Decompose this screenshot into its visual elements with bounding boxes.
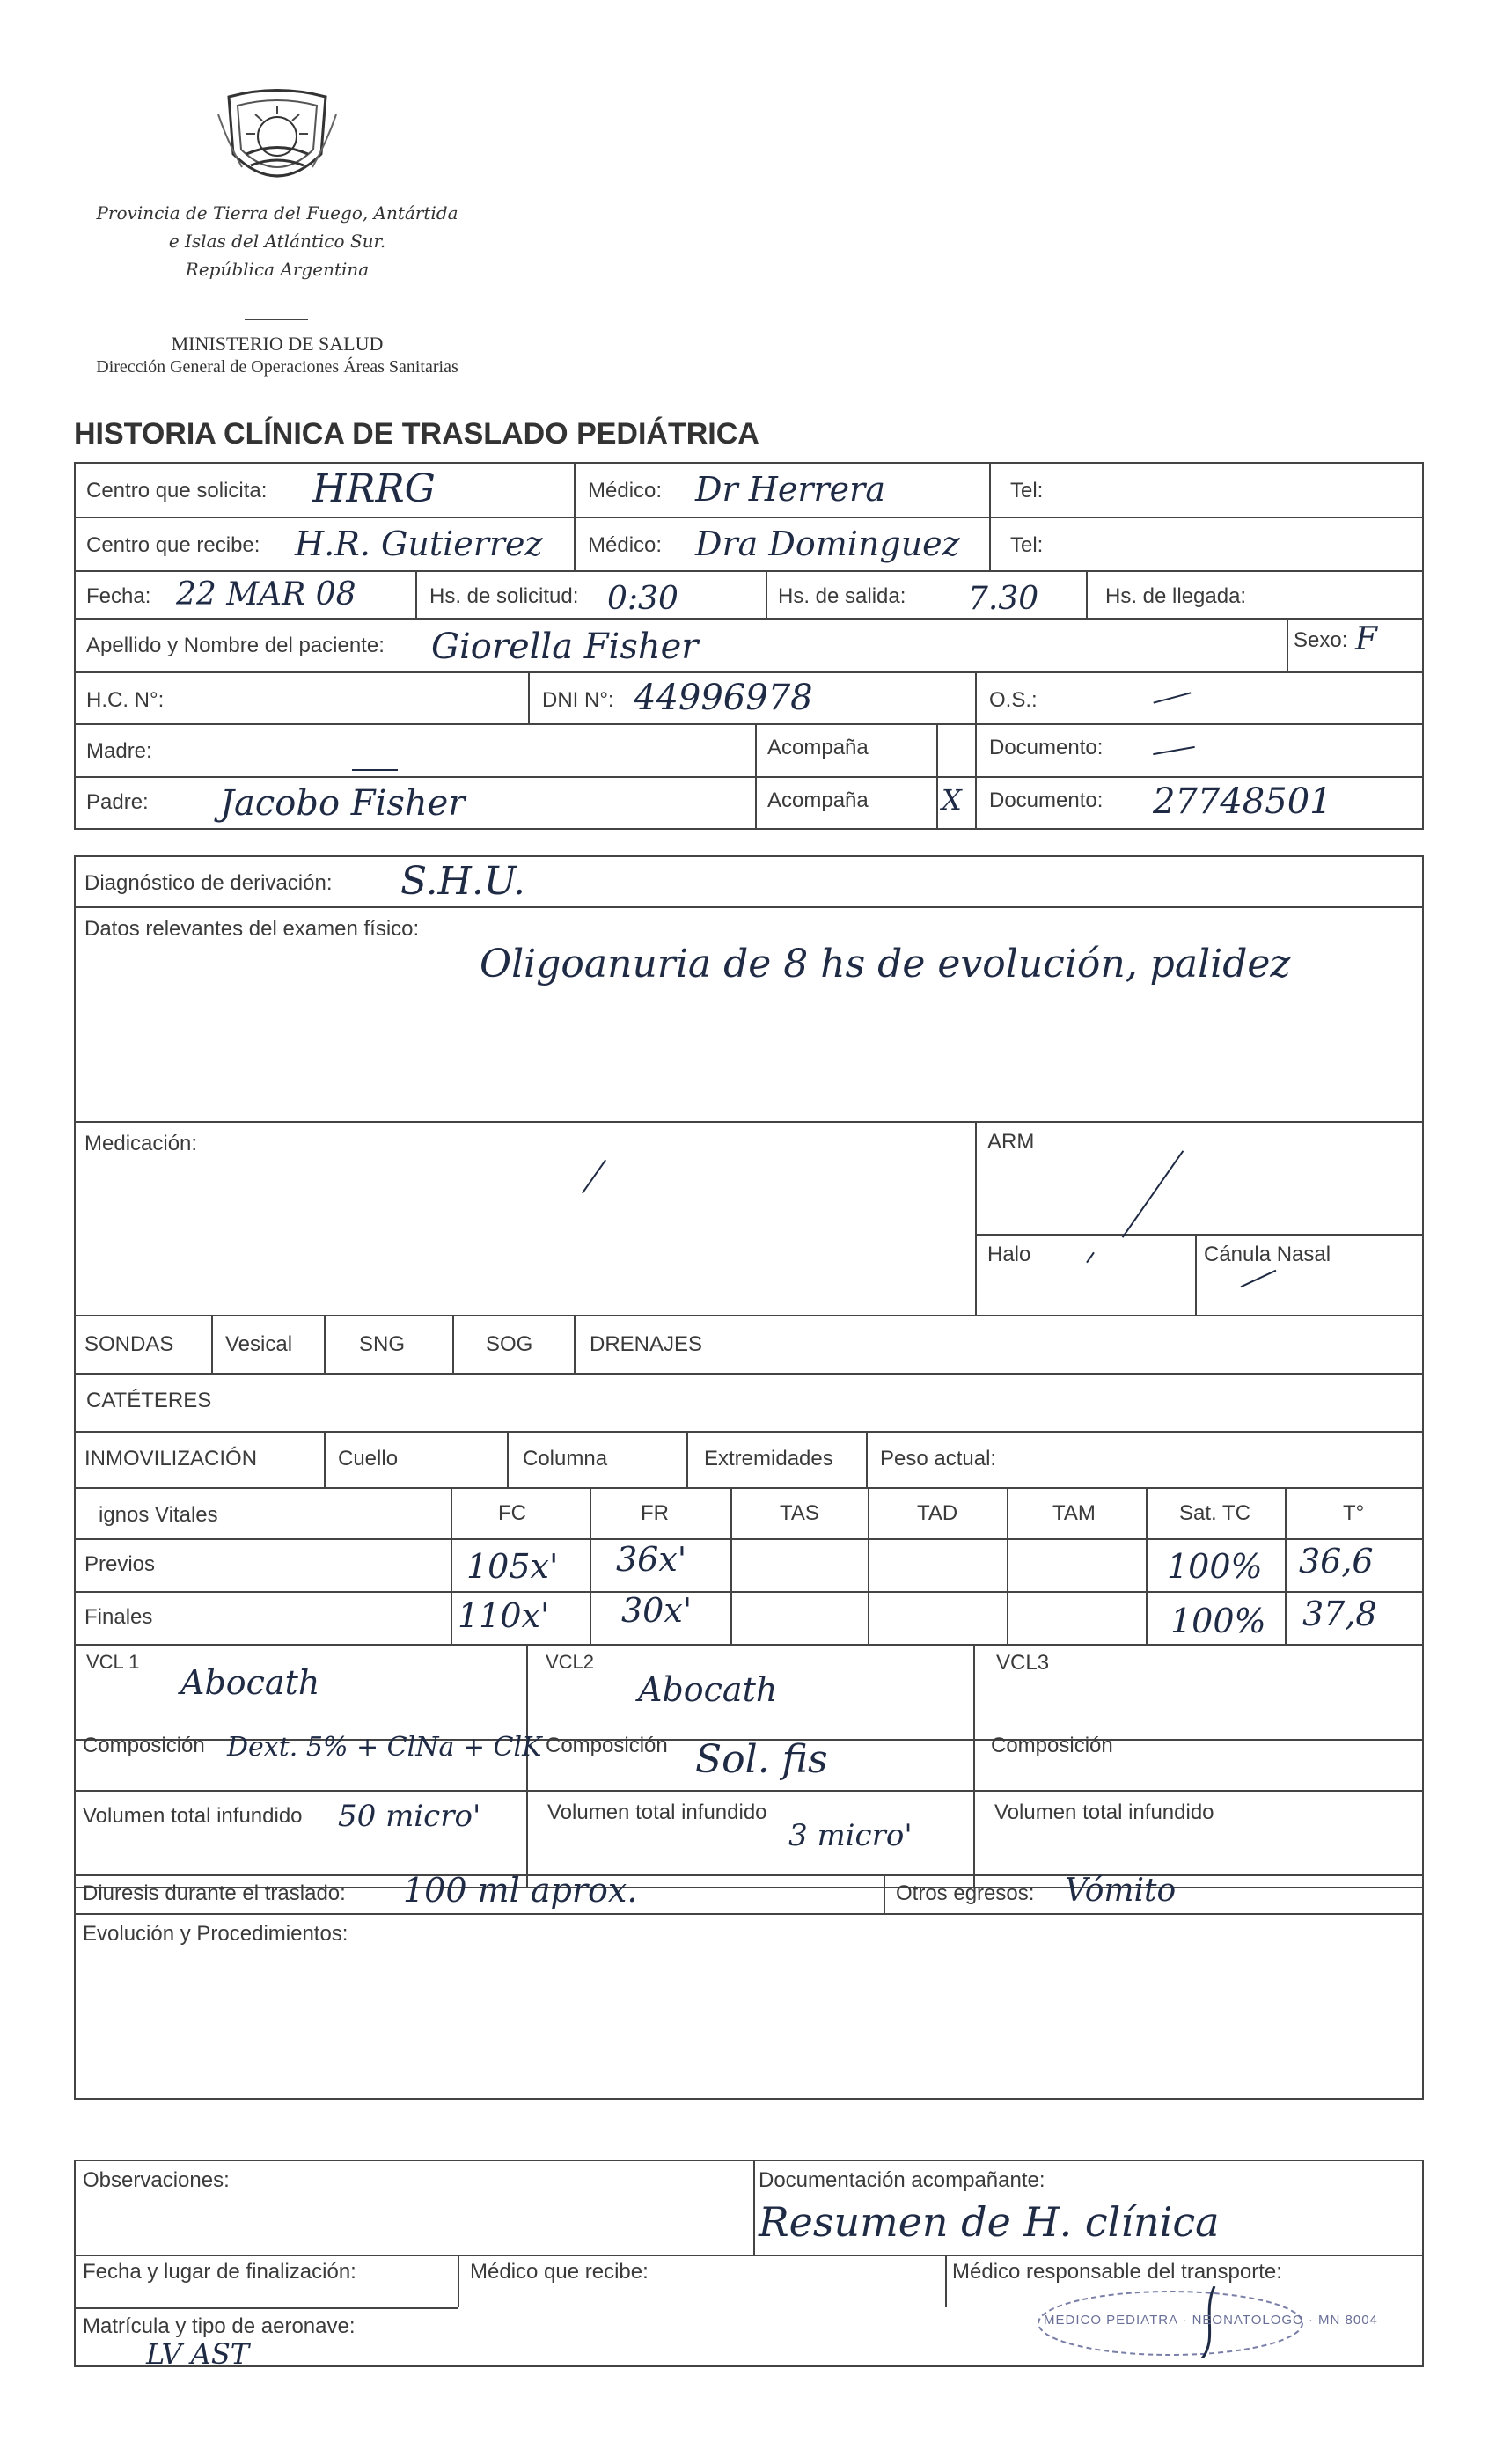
- sexo-value[interactable]: F: [1355, 621, 1377, 657]
- inmovilizacion-label: INMOVILIZACIÓN: [84, 1447, 258, 1470]
- documento-padre-value[interactable]: 27748501: [1153, 781, 1332, 822]
- hs-salida-value[interactable]: 7.30: [968, 581, 1039, 617]
- matricula-label: Matrícula y tipo de aeronave:: [83, 2314, 356, 2338]
- evolucion-label: Evolución y Procedimientos:: [83, 1922, 348, 1946]
- vitals-header-sat: Sat. TC: [1179, 1501, 1250, 1525]
- vcl2-value[interactable]: Abocath: [638, 1670, 778, 1709]
- vol1-value[interactable]: 50 micro': [338, 1799, 481, 1834]
- comp2-label: Composición: [546, 1734, 668, 1757]
- cateteres-label: CATÉTERES: [86, 1389, 212, 1412]
- cuello-label: Cuello: [338, 1447, 399, 1470]
- medico-recibe-top-value[interactable]: Dra Dominguez: [695, 524, 960, 563]
- vitals-previos-fr[interactable]: 36x': [616, 1540, 687, 1579]
- stamp-text: MEDICO PEDIATRA · NEONATOLOGO · MN 8004: [1044, 2313, 1378, 2328]
- medico-solicita-value[interactable]: Dr Herrera: [695, 470, 885, 509]
- page-title: HISTORIA CLÍNICA DE TRASLADO PEDIÁTRICA: [74, 417, 759, 451]
- province-line-3: República Argentina: [185, 259, 370, 280]
- matricula-value[interactable]: LV AST: [146, 2337, 250, 2371]
- arm-label: ARM: [987, 1130, 1035, 1154]
- documentacion-value[interactable]: Resumen de H. clínica: [759, 2198, 1220, 2246]
- acompana-madre-label: Acompaña: [767, 736, 869, 759]
- centro-solicita-value[interactable]: HRRG: [312, 466, 436, 511]
- medico-responsable-label: Médico responsable del transporte:: [952, 2260, 1282, 2284]
- fecha-fin-label: Fecha y lugar de finalización:: [83, 2260, 356, 2284]
- acompana-padre-check[interactable]: X: [942, 783, 962, 817]
- os-label: O.S.:: [989, 688, 1038, 712]
- vitals-finales-fc[interactable]: 110x': [458, 1596, 550, 1635]
- examen-label: Datos relevantes del examen físico:: [84, 917, 420, 941]
- canula-label: Cánula Nasal: [1204, 1243, 1331, 1266]
- vcl1-value[interactable]: Abocath: [180, 1663, 320, 1702]
- hs-solicitud-label: Hs. de solicitud:: [429, 584, 579, 608]
- hc-label: H.C. N°:: [86, 688, 165, 712]
- documentacion-label: Documentación acompañante:: [759, 2168, 1045, 2192]
- diuresis-value[interactable]: 100 ml aprox.: [403, 1871, 638, 1910]
- diagnostico-value[interactable]: S.H.U.: [400, 859, 525, 904]
- tel-recibe-label: Tel:: [1010, 533, 1044, 557]
- madre-dash: [352, 769, 398, 771]
- vitals-header-tad: TAD: [917, 1501, 958, 1525]
- tel-solicita-label: Tel:: [1010, 479, 1044, 502]
- crest-icon: [211, 88, 343, 198]
- province-line-2: e Islas del Atlántico Sur.: [168, 231, 386, 252]
- vitals-previos-fc[interactable]: 105x': [466, 1547, 559, 1586]
- medicacion-label: Medicación:: [84, 1132, 198, 1155]
- header-divider: [245, 319, 308, 320]
- comp1-value[interactable]: Dext. 5% + ClNa + ClK: [227, 1732, 542, 1763]
- vitals-header-tas: TAS: [780, 1501, 819, 1525]
- paciente-label: Apellido y Nombre del paciente:: [86, 634, 385, 657]
- medico-solicita-label: Médico:: [588, 479, 663, 502]
- vitals-finales-temp[interactable]: 37,8: [1302, 1595, 1377, 1633]
- hs-solicitud-value[interactable]: 0:30: [607, 581, 678, 617]
- comp2-value[interactable]: Sol. fis: [695, 1737, 828, 1782]
- fecha-label: Fecha:: [86, 584, 151, 608]
- vol2-value[interactable]: 3 micro': [788, 1818, 913, 1853]
- hs-salida-label: Hs. de salida:: [778, 584, 906, 608]
- vitals-header-title: ignos Vitales: [99, 1503, 218, 1527]
- vitals-finales-sat[interactable]: 100%: [1170, 1602, 1266, 1640]
- columna-label: Columna: [523, 1447, 608, 1470]
- fecha-value[interactable]: 22 MAR 08: [176, 576, 356, 612]
- vol1-label: Volumen total infundido: [83, 1804, 303, 1828]
- vitals-previos-sat[interactable]: 100%: [1167, 1547, 1263, 1586]
- diagnostico-label: Diagnóstico de derivación:: [84, 871, 333, 895]
- vitals-header-tam: TAM: [1052, 1501, 1096, 1525]
- sng-label: SNG: [359, 1332, 406, 1356]
- vitals-header-temp: T°: [1343, 1501, 1365, 1525]
- halo-label: Halo: [987, 1243, 1031, 1266]
- documento-madre-label: Documento:: [989, 736, 1104, 759]
- dni-value[interactable]: 44996978: [634, 678, 813, 718]
- ministry-name: MINISTERIO DE SALUD: [171, 333, 384, 355]
- medico-recibe-label: Médico que recibe:: [470, 2260, 649, 2284]
- sondas-label: SONDAS: [84, 1332, 174, 1356]
- centro-recibe-value[interactable]: H.R. Gutierrez: [295, 524, 543, 563]
- vesical-label: Vesical: [225, 1332, 293, 1356]
- dni-label: DNI N°:: [542, 688, 614, 712]
- medico-recibe-top-label: Médico:: [588, 533, 663, 557]
- evolution-box: [74, 1874, 1424, 2100]
- otros-value[interactable]: Vómito: [1065, 1873, 1177, 1909]
- diuresis-label: Diuresis durante el traslado:: [83, 1881, 346, 1905]
- sexo-label: Sexo:: [1294, 628, 1348, 652]
- hs-llegada-label: Hs. de llegada:: [1105, 584, 1247, 608]
- province-line-1: Provincia de Tierra del Fuego, Antártida: [96, 202, 458, 224]
- vcl1-label: VCL 1: [86, 1651, 140, 1673]
- province-crest: [211, 88, 343, 198]
- comp1-label: Composición: [83, 1734, 205, 1757]
- vitals-header-fr: FR: [641, 1501, 669, 1525]
- extremidades-label: Extremidades: [704, 1447, 833, 1470]
- vitals-previos-temp[interactable]: 36,6: [1299, 1542, 1374, 1580]
- examen-value[interactable]: Oligoanuria de 8 hs de evolución, palidez: [480, 942, 1291, 986]
- vol2-label: Volumen total infundido: [547, 1800, 767, 1824]
- centro-recibe-label: Centro que recibe:: [86, 533, 260, 557]
- madre-label: Madre:: [86, 739, 152, 763]
- documento-padre-label: Documento:: [989, 788, 1104, 812]
- vol3-label: Volumen total infundido: [994, 1800, 1214, 1824]
- vitals-header-fc: FC: [498, 1501, 526, 1525]
- vcl2-label: VCL2: [546, 1651, 595, 1673]
- vitals-finales-fr[interactable]: 30x': [621, 1591, 693, 1630]
- direction-name: Dirección General de Operaciones Áreas Sanitarias: [96, 357, 458, 377]
- vitals-finales-label: Finales: [84, 1605, 153, 1629]
- comp3-label: Composición: [991, 1734, 1113, 1757]
- otros-label: Otros egresos:: [896, 1881, 1035, 1905]
- drenajes-label: DRENAJES: [590, 1332, 703, 1356]
- vitals-previos-label: Previos: [84, 1552, 156, 1576]
- sog-label: SOG: [486, 1332, 533, 1356]
- paciente-value[interactable]: Giorella Fisher: [431, 627, 699, 667]
- vcl3-label: VCL3: [996, 1651, 1050, 1675]
- padre-label: Padre:: [86, 790, 149, 814]
- peso-label: Peso actual:: [880, 1447, 997, 1470]
- observaciones-label: Observaciones:: [83, 2168, 230, 2192]
- centro-solicita-label: Centro que solicita:: [86, 479, 268, 502]
- padre-value[interactable]: Jacobo Fisher: [220, 783, 466, 824]
- acompana-padre-label: Acompaña: [767, 788, 869, 812]
